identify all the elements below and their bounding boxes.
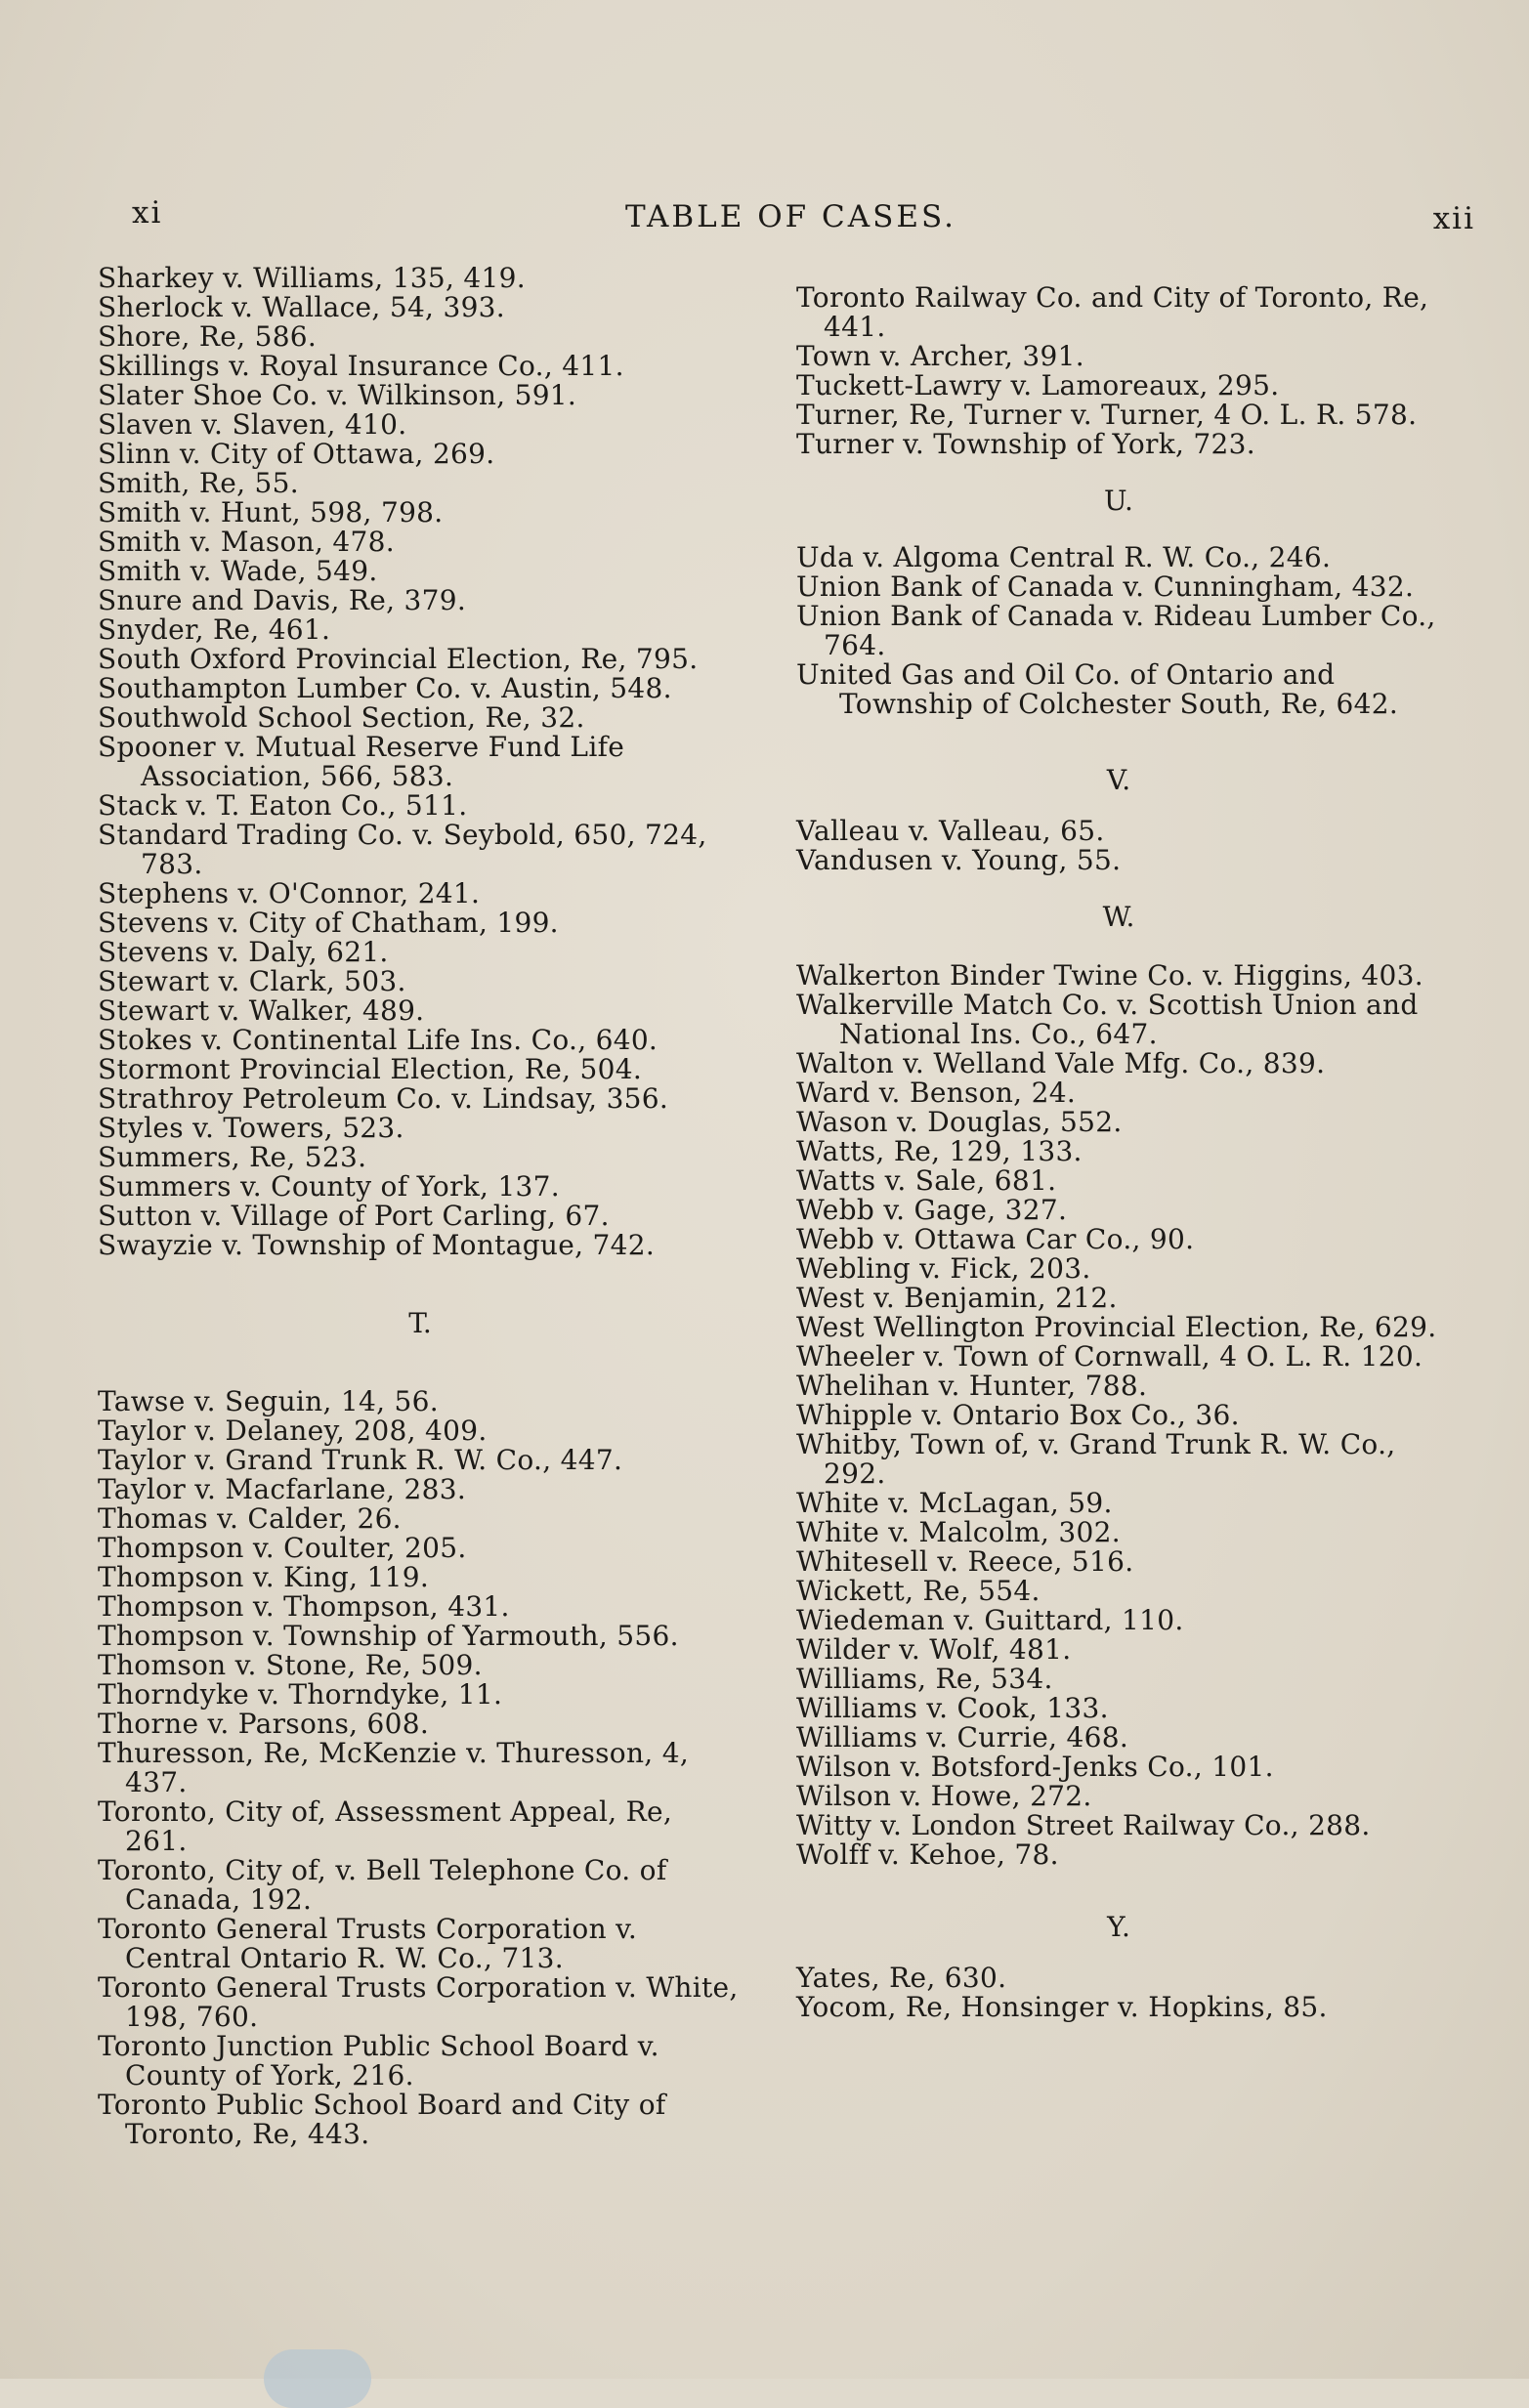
case-entry: Stewart v. Clark, 503. — [98, 965, 406, 997]
case-entry: Walkerton Binder Twine Co. v. Higgins, 403. — [796, 959, 1423, 992]
case-entry: Uda v. Algoma Central R. W. Co., 246. — [796, 541, 1332, 573]
case-entry: Slinn v. City of Ottawa, 269. — [98, 438, 495, 470]
case-list-y — [796, 1964, 1441, 2022]
case-entry: Standard Trading Co. v. Seybold, 650, 724, 783. — [98, 819, 707, 880]
case-entry: Stokes v. Continental Life Ins. Co., 640. — [98, 1024, 658, 1056]
case-entry: Thorndyke v. Thorndyke, 11. — [98, 1678, 503, 1711]
case-entry: Wason v. Douglas, 552. — [796, 1106, 1123, 1138]
case-entry: Williams v. Currie, 468. — [796, 1721, 1129, 1753]
case-entry: White v. McLagan, 59. — [796, 1487, 1113, 1519]
case-entry: Ward v. Benson, 24. — [796, 1077, 1077, 1109]
case-entry: Union Bank of Canada v. Rideau Lumber Co., 764. — [796, 600, 1436, 661]
case-entry: Smith v. Hunt, 598, 798. — [98, 496, 444, 528]
section-letter-w: W. — [1102, 901, 1135, 933]
case-entry: Thompson v. Coulter, 205. — [98, 1532, 467, 1564]
case-entry: Watts, Re, 129, 133. — [796, 1135, 1083, 1167]
case-entry: Strathroy Petroleum Co. v. Lindsay, 356. — [98, 1082, 669, 1115]
case-entry: Whipple v. Ontario Box Co., 36. — [796, 1399, 1240, 1431]
case-entry: Thorne v. Parsons, 608. — [98, 1708, 430, 1740]
case-entry: Toronto Junction Public School Board v. County of York, 216. — [98, 2030, 659, 2091]
case-list-w — [796, 961, 1441, 1870]
case-entry: Toronto General Trusts Corporation v. Central Ontario R. W. Co., 713. — [98, 1913, 638, 1974]
case-entry: Skillings v. Royal Insurance Co., 411. — [98, 350, 624, 382]
case-entry: Wilder v. Wolf, 481. — [796, 1633, 1072, 1666]
case-entry: Watts v. Sale, 681. — [796, 1164, 1057, 1197]
case-entry: Taylor v. Macfarlane, 283. — [98, 1473, 467, 1505]
case-entry: Tawse v. Seguin, 14, 56. — [98, 1385, 439, 1417]
page-number-left: xi — [132, 195, 163, 231]
case-entry: Summers, Re, 523. — [98, 1141, 367, 1173]
case-entry: Webb v. Gage, 327. — [796, 1194, 1068, 1226]
case-entry: Summers v. County of York, 137. — [98, 1170, 560, 1203]
section-letter-u: U. — [1104, 485, 1133, 517]
case-entry: Swayzie v. Township of Montague, 742. — [98, 1229, 656, 1261]
case-entry: Wiedeman v. Guittard, 110. — [796, 1604, 1184, 1636]
case-entry: Williams, Re, 534. — [796, 1663, 1053, 1695]
case-entry: Toronto Railway Co. and City of Toronto, Re, 441. — [796, 281, 1429, 343]
section-letter-y: Y. — [1107, 1911, 1130, 1943]
scan-thumb-shadow — [264, 2349, 371, 2408]
case-entry: West Wellington Provincial Election, Re, 629. — [796, 1311, 1437, 1343]
page-header — [132, 195, 1475, 244]
case-entry: Wheeler v. Town of Cornwall, 4 O. L. R. 120. — [796, 1340, 1423, 1373]
case-entry: Sherlock v. Wallace, 54, 393. — [98, 291, 505, 323]
case-list-v — [796, 817, 1441, 875]
case-entry: Southwold School Section, Re, 32. — [98, 701, 585, 734]
right-column — [796, 283, 1441, 2022]
case-entry: United Gas and Oil Co. of Ontario and Township of Colchester South, Re, 642. — [796, 658, 1399, 720]
case-entry: Slaven v. Slaven, 410. — [98, 408, 407, 441]
case-entry: Thuresson, Re, McKenzie v. Thuresson, 4, 437. — [98, 1737, 690, 1798]
case-entry: Wilson v. Botsford-Jenks Co., 101. — [796, 1751, 1274, 1783]
page-title: TABLE OF CASES. — [625, 199, 956, 234]
case-entry: Stevens v. Daly, 621. — [98, 936, 389, 968]
case-entry: Stormont Provincial Election, Re, 504. — [98, 1053, 643, 1085]
case-entry: Styles v. Towers, 523. — [98, 1112, 404, 1144]
case-entry: Walkerville Match Co. v. Scottish Union and National Ins. Co., 647. — [796, 989, 1419, 1050]
case-entry: Taylor v. Grand Trunk R. W. Co., 447. — [98, 1444, 623, 1476]
case-entry: Snyder, Re, 461. — [98, 613, 331, 646]
case-entry: Thompson v. Thompson, 431. — [98, 1590, 510, 1623]
case-entry: Webb v. Ottawa Car Co., 90. — [796, 1223, 1195, 1255]
case-entry: Vandusen v. Young, 55. — [796, 844, 1122, 876]
case-list-s — [98, 264, 743, 1260]
case-entry: Tuckett-Lawry v. Lamoreaux, 295. — [796, 369, 1280, 401]
case-entry: Southampton Lumber Co. v. Austin, 548. — [98, 672, 672, 704]
case-entry: Stephens v. O'Connor, 241. — [98, 877, 481, 909]
case-entry: Whitby, Town of, v. Grand Trunk R. W. Co., 292. — [796, 1428, 1396, 1490]
case-entry: Stewart v. Walker, 489. — [98, 994, 425, 1027]
case-entry: Stack v. T. Eaton Co., 511. — [98, 789, 468, 822]
case-entry: Yocom, Re, Honsinger v. Hopkins, 85. — [796, 1991, 1328, 2023]
case-entry: Thomson v. Stone, Re, 509. — [98, 1649, 483, 1681]
case-entry: Wickett, Re, 554. — [796, 1575, 1041, 1607]
case-entry: Taylor v. Delaney, 208, 409. — [98, 1415, 488, 1447]
case-entry: Stevens v. City of Chatham, 199. — [98, 907, 559, 939]
case-entry: Witty v. London Street Railway Co., 288. — [796, 1809, 1371, 1841]
case-entry: Toronto Public School Board and City of Toronto, Re, 443. — [98, 2089, 666, 2150]
case-entry: Thompson v. King, 119. — [98, 1561, 430, 1593]
case-entry: Turner, Re, Turner v. Turner, 4 O. L. R. 578. — [796, 399, 1418, 431]
case-list-u — [796, 543, 1441, 719]
case-entry: Walton v. Welland Vale Mfg. Co., 839. — [796, 1047, 1326, 1079]
case-entry: Williams v. Cook, 133. — [796, 1692, 1109, 1724]
case-entry: Sutton v. Village of Port Carling, 67. — [98, 1200, 610, 1232]
case-entry: Valleau v. Valleau, 65. — [796, 815, 1105, 847]
section-letter-v: V. — [1106, 764, 1131, 796]
case-entry: Thompson v. Township of Yarmouth, 556. — [98, 1620, 679, 1652]
case-entry: Wolff v. Kehoe, 78. — [796, 1838, 1059, 1871]
case-entry: Town v. Archer, 391. — [796, 340, 1084, 372]
case-entry: Whelihan v. Hunter, 788. — [796, 1370, 1148, 1402]
case-entry: West v. Benjamin, 212. — [796, 1282, 1118, 1314]
case-entry: Webling v. Fick, 203. — [796, 1252, 1091, 1285]
case-entry: Smith, Re, 55. — [98, 467, 299, 499]
case-entry: Snure and Davis, Re, 379. — [98, 584, 467, 616]
case-entry: Toronto, City of, v. Bell Telephone Co. of Canada, 192. — [98, 1854, 667, 1916]
section-letter-t: T. — [408, 1307, 432, 1339]
case-entry: Toronto General Trusts Corporation v. White, 198, 760. — [98, 1971, 739, 2033]
case-entry: White v. Malcolm, 302. — [796, 1516, 1121, 1548]
case-entry: Smith v. Wade, 549. — [98, 555, 378, 587]
case-list-t — [98, 1387, 743, 2149]
case-entry: Union Bank of Canada v. Cunningham, 432. — [796, 570, 1415, 603]
page-number-right: xii — [1432, 201, 1475, 236]
case-entry: Thomas v. Calder, 26. — [98, 1502, 402, 1535]
case-entry: South Oxford Provincial Election, Re, 795. — [98, 643, 699, 675]
case-entry: Wilson v. Howe, 272. — [796, 1780, 1092, 1812]
case-entry: Shore, Re, 586. — [98, 320, 318, 353]
left-column — [98, 264, 743, 2149]
case-entry: Whitesell v. Reece, 516. — [796, 1545, 1134, 1578]
case-entry: Smith v. Mason, 478. — [98, 526, 395, 558]
case-entry: Slater Shoe Co. v. Wilkinson, 591. — [98, 379, 577, 411]
case-list-t-continued — [796, 283, 1441, 459]
case-entry: Sharkey v. Williams, 135, 419. — [98, 262, 526, 294]
case-entry: Toronto, City of, Assessment Appeal, Re, 261. — [98, 1795, 673, 1857]
case-entry: Spooner v. Mutual Reserve Fund Life Association, 566, 583. — [98, 731, 625, 792]
case-entry: Yates, Re, 630. — [796, 1962, 1007, 1994]
case-entry: Turner v. Township of York, 723. — [796, 428, 1255, 460]
